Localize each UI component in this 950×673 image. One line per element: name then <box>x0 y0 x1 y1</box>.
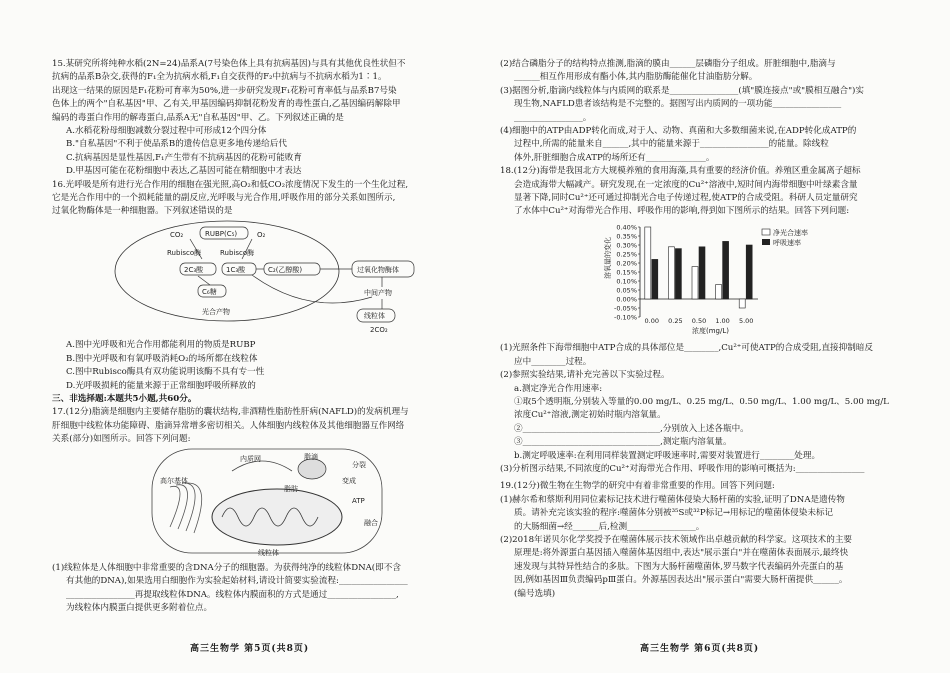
q19-line: (2)2018年诺贝尔化学奖授予在噬菌体展示技术领域作出卓越贡献的科学家。这项技术的主要 <box>500 534 853 545</box>
footer-right: 高三生物学 第6页(共8页) <box>640 644 760 654</box>
q17-1-line: 有其他的DNA),如果选用白细胞作为实验起始材料,请设计简要实验流程:________________ <box>66 576 408 587</box>
q19-line: 因,例如基因Ⅲ负责编码pⅢ蛋白。外源基因表达出"展示蛋白"需要大肠杆菌提供______。 <box>514 575 848 586</box>
q15-line: 15.某研究所将纯种水稻(2N=24)品系A(7号染色体上具有抗病基因)与具有其他优良性状但不 <box>52 59 406 69</box>
bar-net-photosynthesis <box>645 227 651 299</box>
peroxisome-label: 过氧化物酶体 <box>357 265 399 274</box>
rubisco-left-label: Rubisco酶 <box>167 248 202 257</box>
mitochondrion-shape <box>212 489 342 545</box>
q16-line: 它是光合作用中的一个损耗能量的副反应,光呼吸与光合作用,呼吸作用的部分关系如图所示, <box>52 193 396 204</box>
er-label: 内质网 <box>240 454 261 463</box>
lipid-droplet-shape <box>298 459 326 479</box>
bar-net-photosynthesis <box>716 284 722 298</box>
q18-after-line: ②________________________________,分别放入上述各瓶中。 <box>514 423 749 434</box>
photorespiration-diagram <box>52 219 468 334</box>
q16-line: 16.光呼吸是所有进行光合作用的细胞在强光照,高O₂和低CO₂浓度情况下发生的一个生化过程, <box>52 179 409 190</box>
y-tick-label: 0.05% <box>616 286 637 295</box>
photosynthesis-product-label: 光合产物 <box>202 307 230 316</box>
bar-net-photosynthesis <box>739 299 745 308</box>
q17-3-line: ________________。 <box>514 112 592 123</box>
q15-line: 编码的毒蛋白作用的解毒蛋白,品系A无"自私基因"甲、乙。下列叙述正确的是 <box>52 112 344 123</box>
swell-label: 变成 <box>342 476 356 485</box>
q18-after-line: (3)分析图示结果,不同浓度的Cu²⁺对海带光合作用、呼吸作用的影响可概括为:________________ <box>500 463 865 474</box>
footer-left: 高三生物学 第5页(共8页) <box>190 644 310 654</box>
q19-line: 19.(12分)微生物在生物学的研究中有着非常重要的作用。回答下列问题: <box>500 481 775 492</box>
q18-after-line: 浓度Cu²⁺溶液,测定初始时瓶内溶氧量。 <box>514 410 666 421</box>
c2-label: 1C₃酸 <box>226 265 246 274</box>
question-18 <box>500 165 920 476</box>
q17-line: 17.(12分)脂滴是细胞内主要储存脂肪的囊状结构,非酒精性脂肪性肝病(NAFLD)的发病机理与 <box>52 407 409 418</box>
golgi-label: 高尔基体 <box>160 476 188 485</box>
atp-label: ATP <box>352 496 365 505</box>
q18-after-line: a.测定净光合作用速率: <box>514 383 603 394</box>
q17-1-line: (1)线粒体是人体细胞中非常重要的含DNA分子的细胞器。为获得纯净的线粒体DNA(即不含 <box>52 562 401 573</box>
q15-option-c: C.抗病基因是显性基因,F₁产生带有不抗病基因的花粉可能败育 <box>66 152 302 163</box>
y-tick-label: 0.25% <box>616 250 637 259</box>
diagram-arrows <box>190 239 382 309</box>
question-17-continued <box>500 58 920 165</box>
q18-after-line: (2)参照实验结果,请补充完善以下实验过程。 <box>500 370 670 381</box>
y-tick-label: 0.10% <box>616 277 637 286</box>
question-15 <box>52 58 468 179</box>
legend <box>762 228 808 247</box>
x-axis-label: 浓度(mg/L) <box>692 326 729 335</box>
glycolate-label: C₂(乙醇酸) <box>268 265 303 274</box>
q17-4-line: 过程中,所需的能量来自______,其中的能量来源于________________的能量。除线粒 <box>514 139 829 150</box>
q19-line: 速发现与其特异性结合的多肽。下图为大肠杆菌噬菌体,罗马数字代表编码外壳蛋白的基 <box>514 561 844 572</box>
o2-label: O₂ <box>257 230 266 239</box>
c3-label: 2C₃酸 <box>184 265 204 274</box>
bar-respiration <box>723 241 729 299</box>
q17-4-line: 体外,肝脏细胞合成ATP的场所还有______________。 <box>514 152 715 163</box>
y-axis-label: 溶氧量的变化 <box>604 236 612 279</box>
q18-line: 了水体中Cu²⁺对海带光合作用、呼吸作用的影响,得到如下图所示的结果。回答下列问题: <box>514 206 850 217</box>
y-tick-label: 0.40% <box>616 223 637 232</box>
q17-1-line: ________________再提取线粒体DNA。线粒体内膜面积的方式是通过________________, <box>66 589 399 600</box>
q19-line: (编号选填) <box>514 588 556 599</box>
q16-option-a: A.图中光呼吸和光合作用都能利用的物质是RUBP <box>66 340 256 351</box>
bar-respiration <box>652 259 658 299</box>
q19-line: 质。请补充完该实验的程序:噬菌体分别被³⁵S或³²P标记→用标记的噬菌体侵染未标记 <box>514 508 834 519</box>
q15-line: 抗病的品系B杂交,获得的F₁全为抗病水稻,F₁自交获得的F₂中抗病与不抗病水稻为1∶1。 <box>52 72 387 83</box>
y-tick-label: -0.05% <box>614 304 637 313</box>
y-tick-label: -0.10% <box>614 313 637 322</box>
q18-after-line: ③________________________________,测定瓶内溶氧量。 <box>514 437 732 448</box>
co2-out-label: 2CO₂ <box>370 325 388 334</box>
cu-effect-chart <box>500 219 920 337</box>
q17-3-line: (3)据图分析,脂滴内线粒体与内质网的联系是________________(填"膜连接点"或"膜相互融合")实 <box>500 85 864 96</box>
q18-after-line: b.测定呼吸速率:在利用同样装置测定呼吸速率时,需要对装置进行________处理。 <box>514 450 821 461</box>
split-label: 分裂 <box>352 460 366 469</box>
q18-line: 显著下降,同时Cu²⁺还可通过抑制光合电子传递过程,使ATP的合成受阻。科研人员定量研究 <box>514 193 858 204</box>
q19-line: (1)赫尔希和蔡斯利用同位素标记技术进行噬菌体侵染大肠杆菌的实验,证明了DNA是遗传物 <box>500 494 845 505</box>
bar-net-photosynthesis <box>668 247 674 299</box>
q15-option-d: D.甲基因可能在花粉细胞中表达,乙基因可能在精细胞中才表达 <box>66 166 302 177</box>
rubp-label: RUBP(C₅) <box>205 229 238 238</box>
q18-after-line: (1)光照条件下海带细胞中ATP合成的具体部位是________,Cu²⁺可使ATP的合成受阻,直接抑制暗反 <box>500 343 874 354</box>
co2-label: CO₂ <box>170 230 184 239</box>
fat-label: 脂滴 <box>304 452 318 461</box>
bar-net-photosynthesis <box>692 266 698 298</box>
q18-line: 会造成海带大幅减产。研究发现,在一定浓度的Cu²⁺溶液中,短时间内海带细胞中叶绿素含量 <box>514 179 858 190</box>
bar-respiration <box>699 247 705 299</box>
q15-option-b: B."自私基因"不利于使品系B的遗传信息更多地传递给后代 <box>66 139 287 150</box>
legend-swatch-net <box>762 229 770 235</box>
rubisco-right-label: Rubisco酶 <box>220 248 255 257</box>
question-17 <box>52 406 468 615</box>
legend-swatch-resp <box>762 239 770 245</box>
q17-line: 肝细胞中线粒体功能障碍、脂滴异常增多密切相关。人体细胞内线粒体及其他细胞器互作网络 <box>52 420 405 431</box>
q16-line: 过氧化物酶体是一种细胞器。下列叙述错误的是 <box>52 206 233 217</box>
golgi-stack <box>170 482 202 532</box>
q18-line: 18.(12分)海带是我国北方大规模养殖的食用海藻,具有重要的经济价值。养殖区重金属离子超标 <box>500 166 861 177</box>
y-tick-label: 0.00% <box>616 295 637 304</box>
q15-line: 色体上的两个"自私基因"甲、乙有关,甲基因编码抑制花粉发育的毒性蛋白,乙基因编码解除甲 <box>52 99 401 110</box>
organelle-network-diagram <box>52 447 468 557</box>
legend-resp-label: 呼吸速率 <box>773 238 801 247</box>
x-tick-label: 5.00 <box>738 316 754 325</box>
bar-respiration <box>675 248 681 298</box>
left-column <box>52 58 468 616</box>
y-tick-label: 0.35% <box>616 232 637 241</box>
q16-option-d: D.光呼吸损耗的能量来源于正常细胞呼吸所释放的 <box>66 380 256 391</box>
lipid-label: 脂肪 <box>284 484 298 493</box>
c6-label: C₆糖 <box>202 287 217 296</box>
q17-1-line: 为线粒体内膜蛋白提供更多附着位点。 <box>66 603 213 614</box>
q18-after-line: 应中________过程。 <box>514 356 592 367</box>
q16-option-c: C.图中Rubisco酶具有双功能说明该酶不具有专一性 <box>66 367 265 378</box>
mito-label: 线粒体 <box>364 311 385 320</box>
y-tick-label: 0.30% <box>616 241 637 250</box>
q17-3-line: 现生物,NAFLD患者该结构是不完整的。据图写出内质网的一项功能________________ <box>514 99 842 110</box>
q19-line: 原理是:将外源蛋白基因插入噬菌体基因组中,表达"展示蛋白"并在噬菌体表面展示,最终快 <box>514 548 849 559</box>
q17-2-line: ______相互作用形成有酯小体,其内脂肪酶能催化甘油脂肪分解。 <box>514 72 758 83</box>
intermediate-label: 中间产物 <box>364 288 392 297</box>
q16-option-b: B.图中光呼吸和有氧呼吸消耗O₂的场所都在线粒体 <box>66 353 258 364</box>
x-tick-label: 0.00 <box>644 316 660 325</box>
right-column <box>500 58 920 601</box>
q19-line: 的大肠细菌→经______后,检测________________。 <box>514 521 705 532</box>
legend-net-label: 净光合速率 <box>773 228 808 237</box>
mito-label: 线粒体 <box>258 548 279 557</box>
y-tick-label: 0.15% <box>616 268 637 277</box>
x-tick-label: 1.00 <box>715 316 730 325</box>
bar-respiration <box>746 245 752 299</box>
x-tick-label: 0.25 <box>668 316 683 325</box>
q17-2-line: (2)结合磷脂分子的结构特点推测,脂滴的膜由______层磷脂分子组成。肝脏细胞中,脂滴与 <box>500 59 836 69</box>
question-16 <box>52 179 468 393</box>
q15-line: 出现这一结果的原因是F₁花粉可育率为50%,进一步研究发现F₁花粉可育率低与品系B7号染 <box>52 85 397 96</box>
question-19 <box>500 480 920 601</box>
q17-4-line: (4)细胞中的ATP由ADP转化而成,对于人、动物、真菌和大多数细菌来说,在ADP转化成ATP的 <box>500 126 857 137</box>
section-3-heading: 三、非选择题:本题共5小题,共60分。 <box>52 393 197 404</box>
q15-option-a: A.水稻花粉母细胞减数分裂过程中可形成12个四分体 <box>66 126 267 137</box>
q17-line: 关系(部分)如图所示。回答下列问题: <box>52 434 191 445</box>
q18-after-line: ①取5个透明瓶,分别装入等量的0.00 mg/L、0.25 mg/L、0.50 mg/L、1.00 mg/L、5.00 mg/L <box>514 396 889 407</box>
y-tick-label: 0.20% <box>616 259 637 268</box>
x-tick-label: 0.50 <box>691 316 707 325</box>
fusion-label: 融合 <box>364 518 378 527</box>
